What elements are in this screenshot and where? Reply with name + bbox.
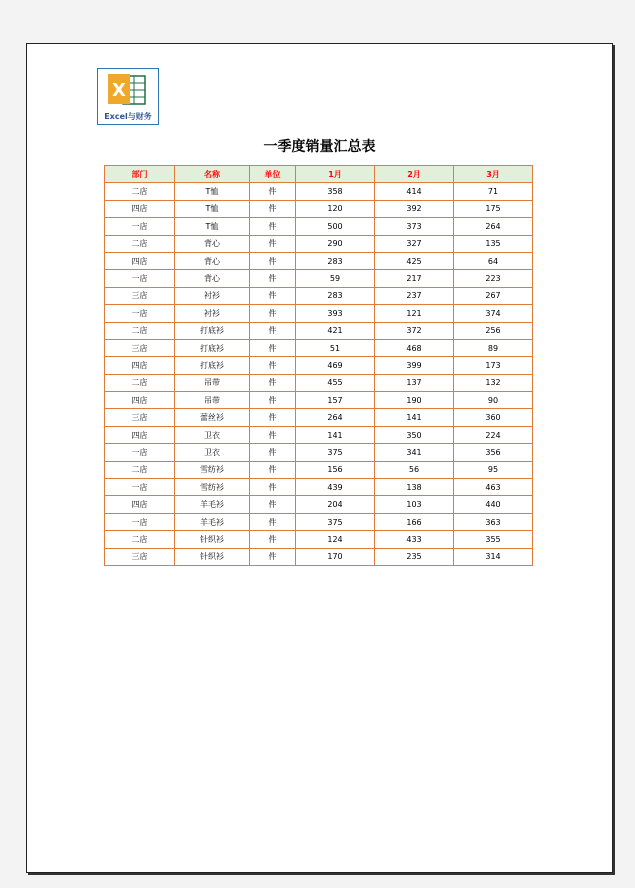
table-row — [105, 218, 533, 235]
table-cell: 173 — [454, 357, 533, 374]
table-row — [105, 479, 533, 496]
table-cell: 455 — [296, 374, 375, 391]
table-cell: 375 — [296, 444, 375, 461]
table-cell: 392 — [375, 200, 454, 217]
table-cell: 217 — [375, 270, 454, 287]
table-cell: 264 — [296, 409, 375, 426]
excel-icon — [98, 69, 158, 109]
table-cell: 二店 — [105, 322, 175, 339]
table-cell: 件 — [250, 392, 296, 409]
table-row — [105, 531, 533, 548]
table-cell: 141 — [296, 426, 375, 443]
table-cell: 背心 — [175, 235, 250, 252]
table-cell: 件 — [250, 305, 296, 322]
document-page — [26, 43, 613, 873]
table-cell: 103 — [375, 496, 454, 513]
table-row — [105, 461, 533, 478]
table-cell: 327 — [375, 235, 454, 252]
table-row — [105, 426, 533, 443]
table-cell: 399 — [375, 357, 454, 374]
table-cell: 一店 — [105, 305, 175, 322]
table-row — [105, 235, 533, 252]
table-cell: 56 — [375, 461, 454, 478]
table-row — [105, 392, 533, 409]
table-cell: 190 — [375, 392, 454, 409]
table-cell: 四店 — [105, 357, 175, 374]
table-cell: 四店 — [105, 200, 175, 217]
table-cell: 件 — [250, 374, 296, 391]
table-cell: 三店 — [105, 287, 175, 304]
table-cell: 439 — [296, 479, 375, 496]
table-cell: 一店 — [105, 479, 175, 496]
table-cell: 四店 — [105, 426, 175, 443]
table-cell: 二店 — [105, 235, 175, 252]
table-cell: 蕾丝衫 — [175, 409, 250, 426]
logo-letter: X — [112, 80, 126, 101]
table-cell: 224 — [454, 426, 533, 443]
table-cell: 二店 — [105, 531, 175, 548]
table-cell: 170 — [296, 548, 375, 565]
table-body — [105, 183, 533, 566]
table-cell: 件 — [250, 461, 296, 478]
table-cell: 件 — [250, 270, 296, 287]
header-cell: 部门 — [105, 166, 175, 183]
table-cell: 440 — [454, 496, 533, 513]
table-cell: 314 — [454, 548, 533, 565]
table-cell: 三店 — [105, 339, 175, 356]
table-cell: 90 — [454, 392, 533, 409]
table-cell: 223 — [454, 270, 533, 287]
table-cell: 375 — [296, 513, 375, 530]
table-cell: 卫衣 — [175, 444, 250, 461]
table-row — [105, 322, 533, 339]
table-cell: 71 — [454, 183, 533, 200]
table-cell: 羊毛衫 — [175, 496, 250, 513]
logo-text: Excel与财务 — [104, 112, 152, 121]
table-cell: 四店 — [105, 392, 175, 409]
table-cell: 132 — [454, 374, 533, 391]
table-cell: 237 — [375, 287, 454, 304]
table-cell: 打底衫 — [175, 322, 250, 339]
table-cell: 雪纺衫 — [175, 461, 250, 478]
table-cell: 打底衫 — [175, 357, 250, 374]
table-cell: 针织衫 — [175, 531, 250, 548]
table-cell: 468 — [375, 339, 454, 356]
table-cell: 件 — [250, 531, 296, 548]
table-cell: 267 — [454, 287, 533, 304]
table-cell: 一店 — [105, 513, 175, 530]
table-cell: 373 — [375, 218, 454, 235]
header-cell: 名称 — [175, 166, 250, 183]
table-cell: 件 — [250, 183, 296, 200]
header-cell: 单位 — [250, 166, 296, 183]
table-cell: 件 — [250, 339, 296, 356]
table-cell: 469 — [296, 357, 375, 374]
table-cell: 120 — [296, 200, 375, 217]
table-cell: 件 — [250, 357, 296, 374]
table-cell: 件 — [250, 548, 296, 565]
table-cell: 三店 — [105, 548, 175, 565]
table-cell: 三店 — [105, 409, 175, 426]
table-cell: 425 — [375, 252, 454, 269]
table-cell: 157 — [296, 392, 375, 409]
table-cell: 235 — [375, 548, 454, 565]
table-cell: 138 — [375, 479, 454, 496]
table-cell: 件 — [250, 322, 296, 339]
table-cell: 283 — [296, 287, 375, 304]
table-cell: 衬衫 — [175, 287, 250, 304]
table-row — [105, 409, 533, 426]
header-cell: 3月 — [454, 166, 533, 183]
table-cell: 175 — [454, 200, 533, 217]
table-cell: 372 — [375, 322, 454, 339]
table-cell: 358 — [296, 183, 375, 200]
table-header-row — [105, 166, 533, 183]
table-cell: 二店 — [105, 374, 175, 391]
table-row — [105, 305, 533, 322]
sales-table — [104, 165, 533, 566]
table-cell: 463 — [454, 479, 533, 496]
table-cell: T恤 — [175, 183, 250, 200]
table-row — [105, 374, 533, 391]
table-cell: 件 — [250, 200, 296, 217]
table-row — [105, 548, 533, 565]
table-cell: 吊带 — [175, 392, 250, 409]
table-cell: 283 — [296, 252, 375, 269]
table-cell: T恤 — [175, 200, 250, 217]
table-cell: 件 — [250, 252, 296, 269]
table-cell: 135 — [454, 235, 533, 252]
table-row — [105, 270, 533, 287]
table-cell: 89 — [454, 339, 533, 356]
table-cell: 一店 — [105, 444, 175, 461]
table-cell: 打底衫 — [175, 339, 250, 356]
table-cell: 256 — [454, 322, 533, 339]
table-row — [105, 444, 533, 461]
table-cell: 59 — [296, 270, 375, 287]
table-cell: 二店 — [105, 461, 175, 478]
table-cell: 件 — [250, 479, 296, 496]
table-cell: T恤 — [175, 218, 250, 235]
table-cell: 件 — [250, 426, 296, 443]
table-cell: 356 — [454, 444, 533, 461]
table-cell: 290 — [296, 235, 375, 252]
table-cell: 204 — [296, 496, 375, 513]
table-cell: 吊带 — [175, 374, 250, 391]
table-cell: 500 — [296, 218, 375, 235]
table-cell: 95 — [454, 461, 533, 478]
table-cell: 360 — [454, 409, 533, 426]
table-row — [105, 496, 533, 513]
table-cell: 卫衣 — [175, 426, 250, 443]
table-row — [105, 183, 533, 200]
table-cell: 51 — [296, 339, 375, 356]
table-cell: 四店 — [105, 496, 175, 513]
table-cell: 件 — [250, 235, 296, 252]
table-cell: 背心 — [175, 270, 250, 287]
table-cell: 421 — [296, 322, 375, 339]
table-cell: 一店 — [105, 218, 175, 235]
table-cell: 121 — [375, 305, 454, 322]
table-cell: 374 — [454, 305, 533, 322]
page-title: 一季度销量汇总表 — [263, 139, 376, 155]
table-row — [105, 287, 533, 304]
table-cell: 393 — [296, 305, 375, 322]
table-cell: 156 — [296, 461, 375, 478]
table-row — [105, 252, 533, 269]
excel-finance-logo — [97, 68, 159, 125]
table-row — [105, 513, 533, 530]
table-cell: 四店 — [105, 252, 175, 269]
table-cell: 363 — [454, 513, 533, 530]
table-cell: 166 — [375, 513, 454, 530]
table-cell: 355 — [454, 531, 533, 548]
table-cell: 羊毛衫 — [175, 513, 250, 530]
table-cell: 350 — [375, 426, 454, 443]
table-cell: 件 — [250, 287, 296, 304]
header-cell: 1月 — [296, 166, 375, 183]
table-cell: 雪纺衫 — [175, 479, 250, 496]
table-row — [105, 357, 533, 374]
header-cell: 2月 — [375, 166, 454, 183]
table-row — [105, 200, 533, 217]
table-cell: 件 — [250, 409, 296, 426]
table-cell: 件 — [250, 496, 296, 513]
table-cell: 414 — [375, 183, 454, 200]
table-cell: 二店 — [105, 183, 175, 200]
table-cell: 64 — [454, 252, 533, 269]
table-cell: 件 — [250, 444, 296, 461]
table-cell: 264 — [454, 218, 533, 235]
table-cell: 件 — [250, 513, 296, 530]
table-row — [105, 339, 533, 356]
table-cell: 341 — [375, 444, 454, 461]
table-cell: 433 — [375, 531, 454, 548]
table-cell: 件 — [250, 218, 296, 235]
table-cell: 衬衫 — [175, 305, 250, 322]
table-cell: 137 — [375, 374, 454, 391]
table-cell: 141 — [375, 409, 454, 426]
table-cell: 一店 — [105, 270, 175, 287]
table-cell: 针织衫 — [175, 548, 250, 565]
table-cell: 124 — [296, 531, 375, 548]
table-cell: 背心 — [175, 252, 250, 269]
